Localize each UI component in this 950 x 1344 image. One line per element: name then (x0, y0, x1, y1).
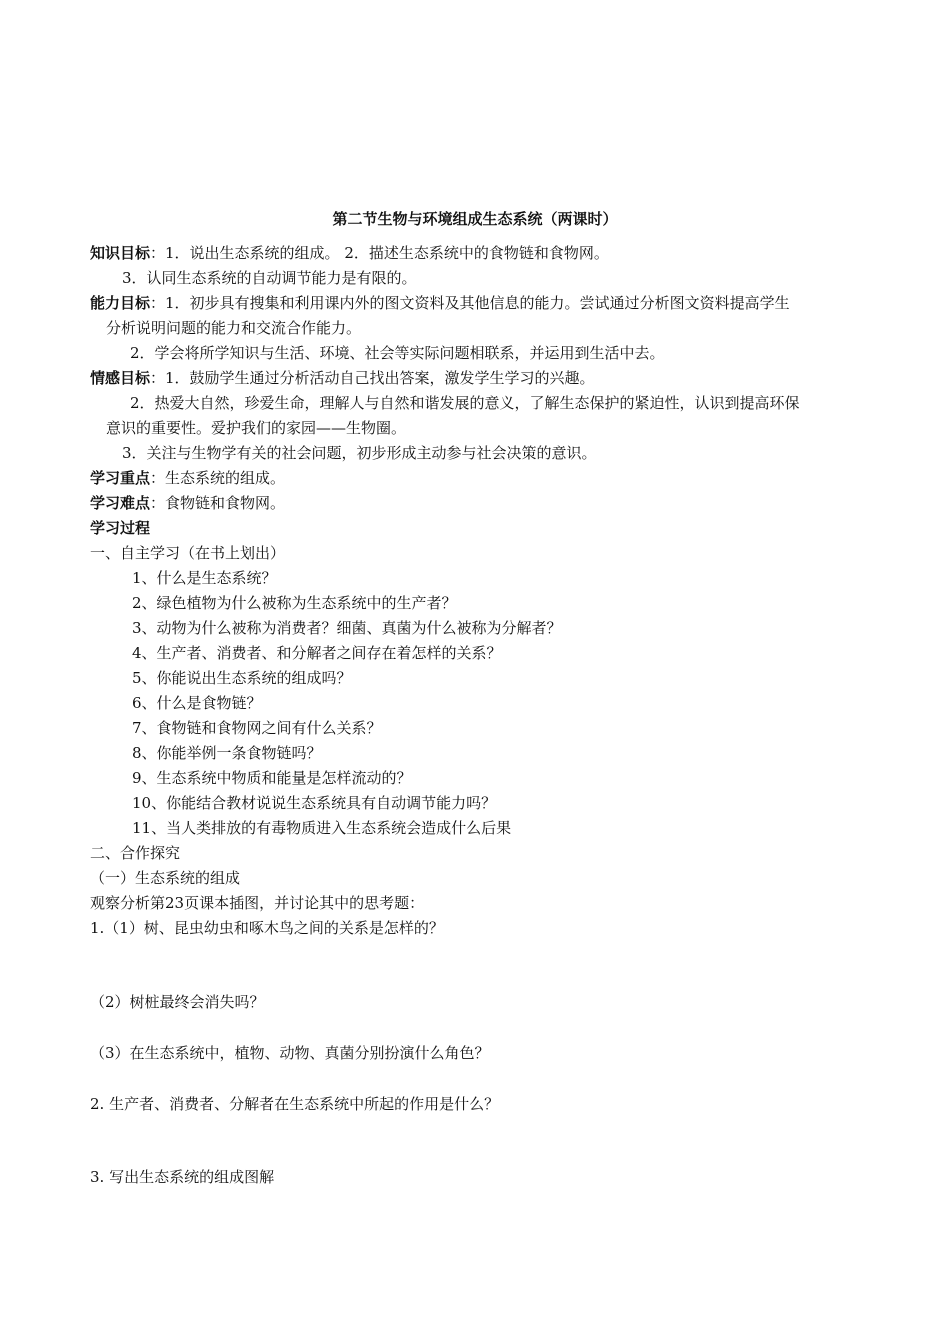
cooperation-intro: 观察分析第23页课本插图，并讨论其中的思考题： (90, 894, 425, 912)
self-study-question-6: 6、什么是食物链？ (132, 694, 262, 712)
self-study-question-3: 3、动物为什么被称为消费者？细菌、真菌为什么被称为分解者？ (132, 619, 562, 637)
self-study-question-9: 9、生态系统中物质和能量是怎样流动的？ (132, 769, 412, 787)
ability-objective-line-2: 分析说明问题的能力和交流合作能力。 (106, 319, 362, 337)
ability-objective-line-3: 2．学会将所学知识与生活、环境、社会等实际问题相联系，并运用到生活中去。 (130, 344, 665, 362)
process-heading: 学习过程 (90, 519, 151, 537)
self-study-question-7: 7、食物链和食物网之间有什么关系？ (132, 719, 382, 737)
knowledge-objective-line-2: 3．认同生态系统的自动调节能力是有限的。 (122, 269, 417, 287)
difficulty-label: 学习难点 (90, 494, 151, 512)
difficulty-text: ：食物链和食物网。 (150, 494, 286, 512)
self-study-question-5: 5、你能说出生态系统的组成吗？ (132, 669, 352, 687)
cooperation-question-3: 3. 写出生态系统的组成图解 (90, 1168, 275, 1186)
self-study-question-1: 1、什么是生态系统？ (132, 569, 277, 587)
self-study-heading: 一、自主学习（在书上划出） (90, 544, 286, 562)
cooperation-question-1-2: （2）树桩最终会消失吗？ (90, 993, 265, 1011)
self-study-question-10: 10、你能结合教材说说生态系统具有自动调节能力吗？ (132, 794, 497, 812)
cooperation-question-1-1: 1.（1）树、昆虫幼虫和啄木鸟之间的关系是怎样的？ (90, 919, 444, 937)
ability-objective-text-1: ：1．初步具有搜集和利用课内外的图文资料及其他信息的能力。尝试通过分析图文资料提高学生 (150, 294, 790, 312)
key-point-line (90, 468, 285, 488)
ability-objective-label: 能力目标 (90, 294, 151, 312)
page-title: 第二节生物与环境组成生态系统（两课时） (332, 210, 618, 228)
emotion-objective-text-1: ：1．鼓励学生通过分析活动自己找出答案，激发学生学习的兴趣。 (150, 369, 595, 387)
key-point-text: ：生态系统的组成。 (150, 469, 286, 487)
ability-objective-line-1 (90, 293, 790, 313)
difficulty-line (90, 493, 285, 513)
emotion-objective-line-2: 2．热爱大自然，珍爱生命，理解人与自然和谐发展的意义，了解生态保护的紧迫性，认识到提高环保 (130, 394, 800, 412)
cooperation-sub-heading: （一）生态系统的组成 (90, 869, 241, 887)
self-study-question-4: 4、生产者、消费者、和分解者之间存在着怎样的关系？ (132, 644, 502, 662)
cooperation-heading: 二、合作探究 (90, 844, 181, 862)
self-study-question-2: 2、绿色植物为什么被称为生态系统中的生产者？ (132, 594, 457, 612)
cooperation-question-2: 2. 生产者、消费者、分解者在生态系统中所起的作用是什么？ (90, 1095, 500, 1113)
emotion-objective-label: 情感目标 (90, 369, 151, 387)
knowledge-objective-label: 知识目标 (90, 244, 151, 262)
cooperation-question-1-3: （3）在生态系统中，植物、动物、真菌分别扮演什么角色？ (90, 1044, 490, 1062)
emotion-objective-line-3: 意识的重要性。爱护我们的家园——生物圈。 (106, 419, 407, 437)
knowledge-objective-text-1: ：1．说出生态系统的组成。 2．描述生态系统中的食物链和食物网。 (150, 244, 609, 262)
self-study-question-8: 8、你能举例一条食物链吗？ (132, 744, 322, 762)
emotion-objective-line-4: 3．关注与生物学有关的社会问题，初步形成主动参与社会决策的意识。 (122, 444, 597, 462)
key-point-label: 学习重点 (90, 469, 151, 487)
self-study-question-11: 11、当人类排放的有毒物质进入生态系统会造成什么后果 (132, 819, 512, 837)
knowledge-objective-line-1 (90, 243, 609, 263)
emotion-objective-line-1 (90, 368, 595, 388)
